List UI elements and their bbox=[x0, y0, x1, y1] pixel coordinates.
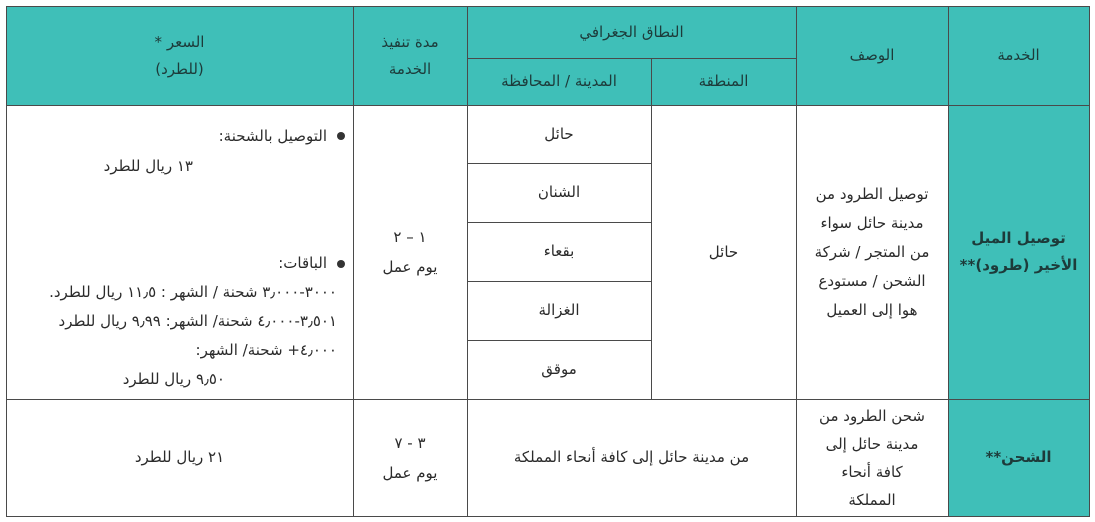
header-duration bbox=[353, 6, 467, 105]
city-label: الغزالة bbox=[538, 301, 580, 319]
header-duration-line2: الخدمة bbox=[388, 59, 432, 78]
city-label: الشنان bbox=[537, 183, 581, 201]
header-price-line1: السعر * bbox=[154, 32, 205, 51]
package-text: ٩٫٥٠ ريال للطرد bbox=[122, 370, 225, 388]
package-line-2 bbox=[5, 307, 345, 336]
header-service bbox=[948, 6, 1089, 105]
grid-line-city-1 bbox=[467, 163, 651, 164]
package-text: ٣٫٥٠١-٤٫٠٠٠ شحنة/ الشهر: ٩٫٩٩ ريال للطرد bbox=[58, 312, 337, 330]
row1-description-line: هوا إلى العميل bbox=[826, 300, 918, 319]
grid-vline-service bbox=[948, 6, 949, 517]
grid-vline-price bbox=[353, 6, 354, 517]
shipment-price-text: ١٣ ريال للطرد bbox=[103, 157, 193, 175]
grid-line-city-3 bbox=[467, 281, 651, 282]
shipment-label: التوصيل بالشحنة: bbox=[218, 127, 327, 145]
row2-price bbox=[6, 399, 353, 516]
row2-service bbox=[948, 399, 1089, 516]
packages-block bbox=[5, 249, 345, 394]
packages-label: الباقات: bbox=[278, 254, 327, 272]
row1-description-line: توصيل الطرود من bbox=[815, 184, 929, 203]
grid-vline-region bbox=[651, 58, 652, 399]
bullet-icon bbox=[337, 132, 345, 140]
row2-description-line: كافة أنحاء bbox=[841, 462, 903, 481]
header-geo-scope-label: النطاق الجغرافي bbox=[579, 22, 684, 41]
header-region-label: المنطقة bbox=[698, 72, 749, 90]
row1-description-line: من المتجر / شركة bbox=[814, 242, 930, 261]
row2-duration bbox=[353, 399, 467, 516]
package-text: ٣٠٠٠-٣٫٠٠٠ شحنة / الشهر : ١١٫٥ ريال للطرد. bbox=[49, 283, 337, 301]
row2-duration-line1: ٣ - ٧ bbox=[394, 433, 426, 452]
package-line-3 bbox=[5, 336, 345, 365]
grid-line-bottom bbox=[6, 516, 1090, 517]
row1-description-line: الشحن / مستودع bbox=[818, 271, 926, 290]
city-row bbox=[467, 105, 651, 163]
row2-price-label: ٢١ ريال للطرد bbox=[134, 448, 225, 466]
grid-line-city-4 bbox=[467, 340, 651, 341]
row1-description-line: مدينة حائل سواء bbox=[820, 213, 924, 232]
row2-duration-line2: يوم عمل bbox=[382, 463, 438, 482]
row2-description-line: المملكة bbox=[848, 490, 896, 509]
header-duration-line1: مدة تنفيذ bbox=[381, 32, 439, 51]
package-text: ٤٫٠٠٠+ شحنة/ الشهر: bbox=[195, 341, 337, 359]
row2-description-line: مدينة حائل إلى bbox=[825, 434, 919, 453]
grid-vline-duration bbox=[467, 6, 468, 517]
header-region bbox=[651, 58, 796, 105]
city-row bbox=[467, 163, 651, 222]
row1-duration bbox=[353, 105, 467, 399]
row1-service-line1: توصيل الميل bbox=[971, 229, 1066, 247]
grid-line-geo-split bbox=[467, 58, 796, 59]
grid-line-row-split bbox=[6, 399, 1090, 400]
row1-description bbox=[796, 105, 948, 399]
grid-vline-left bbox=[6, 6, 7, 517]
city-label: موقق bbox=[541, 360, 577, 378]
header-description-label: الوصف bbox=[849, 46, 895, 64]
package-line-1 bbox=[5, 278, 345, 307]
header-price bbox=[6, 6, 353, 105]
row2-description-line: شحن الطرود من bbox=[819, 406, 925, 425]
row1-duration-line2: يوم عمل bbox=[382, 258, 438, 276]
row1-region bbox=[651, 105, 796, 399]
header-price-line2: (للطرد) bbox=[155, 59, 204, 78]
row1-service-line2: الأخير (طرود)** bbox=[959, 256, 1078, 274]
grid-line-header-bottom bbox=[6, 105, 1090, 106]
packages-bullet-row bbox=[5, 249, 345, 278]
city-label: حائل bbox=[544, 124, 574, 143]
row1-service bbox=[948, 105, 1089, 399]
header-description bbox=[796, 6, 948, 105]
city-label: بقعاء bbox=[543, 242, 575, 260]
shipment-block bbox=[15, 121, 345, 181]
shipment-price bbox=[15, 151, 345, 181]
bullet-icon bbox=[337, 260, 345, 268]
row2-service-label: الشحن** bbox=[985, 448, 1052, 466]
city-row bbox=[467, 281, 651, 340]
row2-geo-label: من مدينة حائل إلى كافة أنحاء المملكة bbox=[513, 448, 750, 466]
city-row bbox=[467, 222, 651, 281]
row1-price bbox=[6, 105, 353, 399]
header-city-label: المدينة / المحافظة bbox=[501, 72, 617, 90]
shipment-bullet-row bbox=[15, 121, 345, 151]
city-row bbox=[467, 340, 651, 399]
header-geo-scope bbox=[467, 6, 796, 58]
row1-duration-line1: ١ – ٢ bbox=[393, 228, 427, 246]
grid-line-top bbox=[6, 6, 1090, 7]
row1-region-label: حائل bbox=[708, 242, 739, 261]
grid-line-city-2 bbox=[467, 222, 651, 223]
grid-vline-right bbox=[1089, 6, 1090, 517]
row2-description bbox=[796, 399, 948, 516]
grid-vline-desc bbox=[796, 6, 797, 517]
row2-geo bbox=[467, 399, 796, 516]
package-line-4 bbox=[5, 365, 345, 394]
header-service-label: الخدمة bbox=[997, 46, 1040, 64]
header-city bbox=[467, 58, 651, 105]
